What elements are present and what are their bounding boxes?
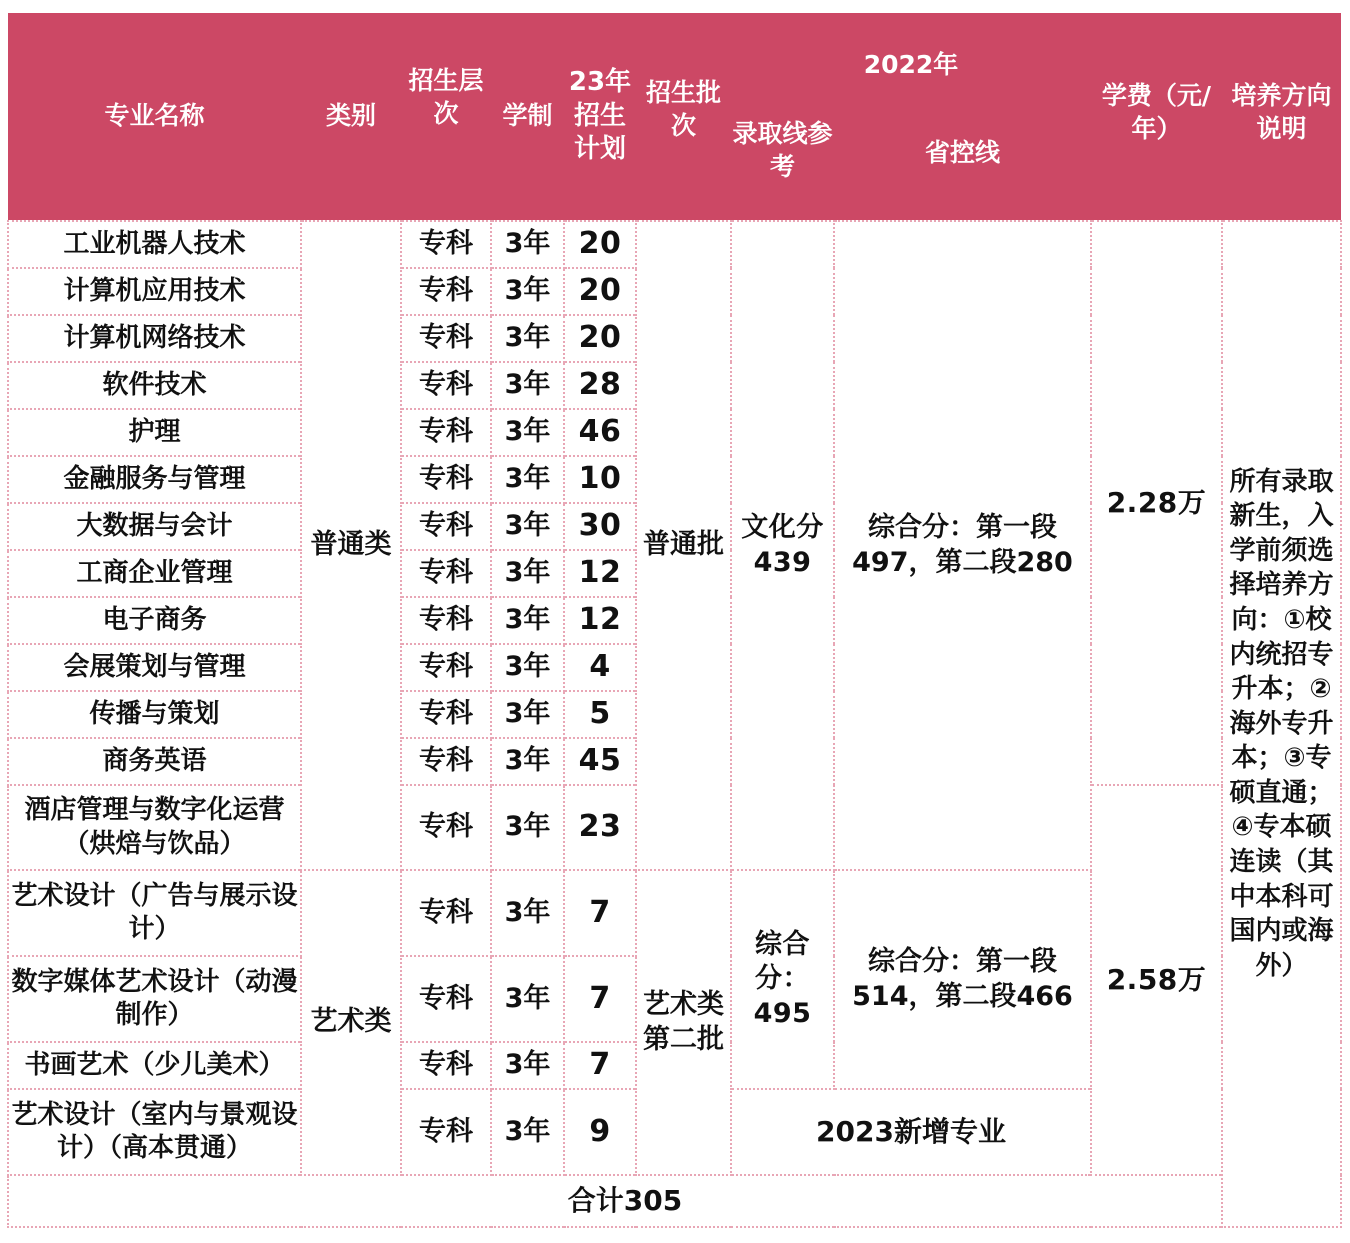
major-name: 电子商务 [8, 597, 301, 644]
new-major-cell: 2023新增专业 [731, 1089, 1091, 1175]
header-level: 招生层次 [401, 13, 491, 221]
major-name: 护理 [8, 409, 301, 456]
level-cell: 专科 [401, 870, 491, 956]
level-cell: 专科 [401, 362, 491, 409]
major-name: 工业机器人技术 [8, 221, 301, 268]
major-name: 艺术设计（广告与展示设计） [8, 870, 301, 956]
plan-cell: 5 [564, 691, 636, 738]
tuition-cell: 2.58万 [1091, 785, 1222, 1175]
header-batch: 招生批次 [636, 13, 731, 221]
category-cell: 普通类 [301, 221, 401, 870]
duration-cell: 3年 [491, 691, 564, 738]
major-name: 书画艺术（少儿美术） [8, 1042, 301, 1089]
admission-line-cell: 文化分439 [731, 221, 834, 870]
major-name: 会展策划与管理 [8, 644, 301, 691]
plan-cell: 12 [564, 550, 636, 597]
header-control-line: 省控线 [834, 109, 1091, 221]
duration-cell: 3年 [491, 550, 564, 597]
duration-cell: 3年 [491, 785, 564, 870]
batch-cell: 艺术类第二批 [636, 870, 731, 1175]
duration-cell: 3年 [491, 409, 564, 456]
duration-cell: 3年 [491, 956, 564, 1042]
admission-plan-table [7, 13, 1342, 1228]
major-name: 计算机应用技术 [8, 268, 301, 315]
major-name: 软件技术 [8, 362, 301, 409]
plan-cell: 7 [564, 1042, 636, 1089]
header-category: 类别 [301, 13, 401, 221]
plan-cell: 20 [564, 221, 636, 268]
table-body [8, 221, 1341, 1227]
control-line-cell: 综合分：第一段514，第二段466 [834, 870, 1091, 1089]
plan-cell: 4 [564, 644, 636, 691]
duration-cell: 3年 [491, 221, 564, 268]
duration-cell: 3年 [491, 644, 564, 691]
duration-cell: 3年 [491, 503, 564, 550]
major-name: 传播与策划 [8, 691, 301, 738]
header-year-2022: 2022年 [731, 13, 1091, 109]
major-name: 商务英语 [8, 738, 301, 785]
table-row [8, 221, 1341, 268]
level-cell: 专科 [401, 503, 491, 550]
plan-cell: 7 [564, 870, 636, 956]
table-header [8, 13, 1341, 221]
header-direction: 培养方向说明 [1222, 13, 1341, 221]
duration-cell: 3年 [491, 456, 564, 503]
duration-cell: 3年 [491, 362, 564, 409]
plan-cell: 20 [564, 268, 636, 315]
level-cell: 专科 [401, 315, 491, 362]
level-cell: 专科 [401, 644, 491, 691]
duration-cell: 3年 [491, 1042, 564, 1089]
header-duration: 学制 [491, 13, 564, 221]
plan-cell: 28 [564, 362, 636, 409]
major-name: 艺术设计（室内与景观设计）（高本贯通） [8, 1089, 301, 1175]
level-cell: 专科 [401, 268, 491, 315]
major-name: 计算机网络技术 [8, 315, 301, 362]
duration-cell: 3年 [491, 738, 564, 785]
level-cell: 专科 [401, 691, 491, 738]
header-row-1 [8, 13, 1341, 109]
level-cell: 专科 [401, 1042, 491, 1089]
duration-cell: 3年 [491, 268, 564, 315]
level-cell: 专科 [401, 221, 491, 268]
plan-cell: 10 [564, 456, 636, 503]
level-cell: 专科 [401, 738, 491, 785]
plan-cell: 45 [564, 738, 636, 785]
plan-cell: 7 [564, 956, 636, 1042]
level-cell: 专科 [401, 597, 491, 644]
header-tuition: 学费（元/年） [1091, 13, 1222, 221]
major-name: 数字媒体艺术设计（动漫制作） [8, 956, 301, 1042]
major-name: 大数据与会计 [8, 503, 301, 550]
duration-cell: 3年 [491, 870, 564, 956]
total-row [8, 1175, 1341, 1227]
batch-cell: 普通批 [636, 221, 731, 870]
level-cell: 专科 [401, 409, 491, 456]
duration-cell: 3年 [491, 1089, 564, 1175]
level-cell: 专科 [401, 456, 491, 503]
major-name: 酒店管理与数字化运营（烘焙与饮品） [8, 785, 301, 870]
major-name: 工商企业管理 [8, 550, 301, 597]
plan-cell: 20 [564, 315, 636, 362]
header-major-name: 专业名称 [8, 13, 301, 221]
admission-line-cell: 综合分：495 [731, 870, 834, 1089]
plan-cell: 30 [564, 503, 636, 550]
plan-cell: 12 [564, 597, 636, 644]
level-cell: 专科 [401, 956, 491, 1042]
plan-cell: 23 [564, 785, 636, 870]
level-cell: 专科 [401, 550, 491, 597]
plan-cell: 9 [564, 1089, 636, 1175]
duration-cell: 3年 [491, 315, 564, 362]
direction-note-cell: 所有录取新生，入学前须选择培养方向：①校内统招专升本；②海外专升本；③专硕直通；④专本硕连读（其中本科可国内或海外） [1222, 221, 1341, 1227]
total-cell: 合计305 [8, 1175, 1222, 1227]
header-admission-line: 录取线参考 [731, 109, 834, 221]
tuition-cell: 2.28万 [1091, 221, 1222, 785]
admission-plan-table-wrapper [7, 13, 1340, 1228]
header-plan-2023: 23年招生计划 [564, 13, 636, 221]
duration-cell: 3年 [491, 597, 564, 644]
plan-cell: 46 [564, 409, 636, 456]
major-name: 金融服务与管理 [8, 456, 301, 503]
category-cell: 艺术类 [301, 870, 401, 1175]
level-cell: 专科 [401, 1089, 491, 1175]
control-line-cell: 综合分：第一段497，第二段280 [834, 221, 1091, 870]
level-cell: 专科 [401, 785, 491, 870]
